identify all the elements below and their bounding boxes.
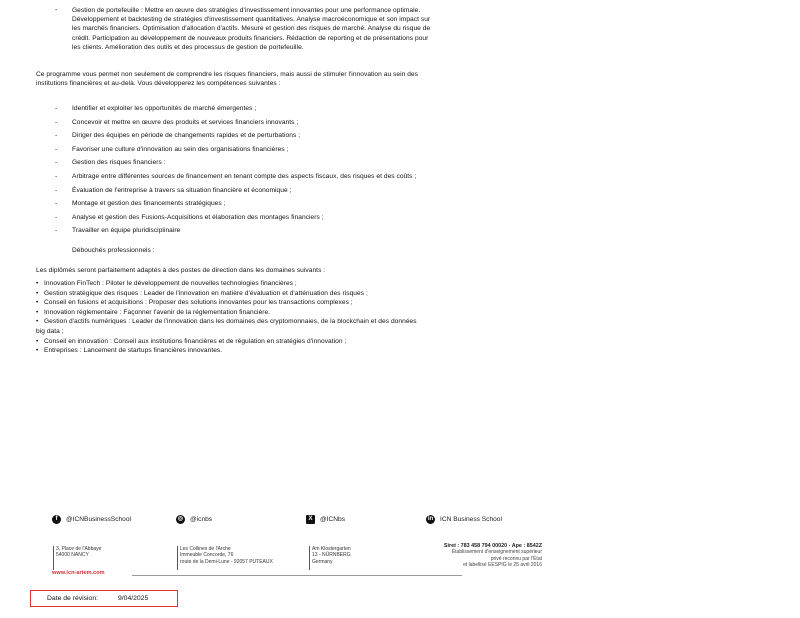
list-item: - Analyse et gestion des Fusions-Acquisitions et élaboration des montages financiers ;: [55, 213, 324, 221]
footer-divider: [132, 575, 462, 576]
revision-label: Date de révision:: [47, 595, 99, 602]
graduates-intro: Les diplômés seront parfaitement adaptés à des postes de direction dans les domaines suivants :: [36, 267, 326, 274]
social-facebook[interactable]: [52, 512, 131, 526]
social-label: ICN Business School: [440, 515, 502, 523]
revision-date: 9/04/2025: [118, 595, 149, 602]
paragraph-line: Ce programme vous permet non seulement de comprendre les risques financiers, mais aussi de stimuler l'innovation au sein des: [36, 71, 419, 78]
list-item: • Conseil en innovation : Conseil aux institutions financières et de régulation en stratégies d'innovation ;: [36, 337, 347, 345]
paragraph-line: les clients. Amélioration des outils et des processus de gestion de portefeuille.: [72, 43, 304, 51]
paragraph-line: institutions financières et au-delà. Vous développerez les compétences suivantes :: [36, 80, 281, 88]
social-label: @ICNBusinessSchool: [66, 515, 131, 523]
social-x[interactable]: [306, 512, 345, 526]
social-instagram[interactable]: [176, 512, 212, 526]
revision-date-box: [30, 590, 178, 607]
section-heading-debouches: Débouchés professionnels :: [72, 247, 155, 254]
instagram-icon: ◎: [177, 515, 184, 522]
list-item: • Gestion d'actifs numériques : Leader de l'innovation dans les domaines des cryptomonnaies, de la blockchain et des données: [36, 318, 417, 326]
list-dash: -: [55, 7, 58, 14]
social-label: @icnbs: [190, 515, 213, 523]
social-label: @ICNbs: [320, 515, 346, 523]
list-item: - Évaluation de l'entreprise à travers sa situation financière et économique ;: [55, 186, 292, 194]
list-item: - Travailler en équipe pluridisciplinaire: [55, 227, 181, 235]
skills-list: [55, 104, 545, 240]
address-puteaux: Les Collines de l'Arche Immeuble Concorde, 76 route de la Demi-Lune - 92057 PUTEAUX: [180, 546, 273, 565]
paragraph-line: crédit. Participation au développement de nouveaux produits financiers. Rédaction de reporting et de présentations pour: [72, 34, 429, 42]
domains-list: [36, 279, 546, 356]
paragraph-line: Gestion de portefeuille : Mettre en œuvre des stratégies d'investissement innovantes pour une performance optimale.: [72, 7, 421, 14]
linkedin-icon: in: [427, 515, 434, 522]
list-item: • Innovation FinTech : Piloter le développement de nouvelles technologies financières ;: [36, 280, 297, 287]
list-item: - Montage et gestion des financements stratégiques ;: [55, 200, 226, 208]
list-item: • Gestion stratégique des risques : Leader de l'innovation en matière d'évaluation et d'atténuation des risques ;: [36, 289, 368, 297]
list-item: - Arbitrage entre différentes sources de financement en tenant compte des aspects fiscaux, des risques et des coûts ;: [55, 172, 417, 180]
list-item: • Innovation réglementaire : Façonner l'avenir de la réglementation financière.: [36, 308, 271, 316]
list-item: - Diriger des équipes en période de changements rapides et de perturbations ;: [55, 132, 301, 140]
address-nancy: 3, Place de l'Abbaye 54000 NANCY: [56, 546, 101, 559]
paragraph-line: Développement et backtesting de stratégies d'investissement quantitatives. Analyse macroéconomique et son impact sur: [72, 16, 431, 24]
website-link[interactable]: www.icn-artem.com: [52, 570, 105, 576]
list-item: - Identifier et exploiter les opportunités de marché émergentes ;: [55, 105, 257, 112]
portfolio-management-paragraph: [72, 6, 544, 52]
siret-info: Siret : 783 458 794 00020 - Ape : 8542Z Établissement d'enseignement supérieur privé reconnu par l'État et labellisé EESPIG le 25 avril 2016: [443, 543, 542, 568]
facebook-icon: f: [52, 515, 61, 524]
address-nurnberg: Am Klostergarten 13 - NÜRNBERG Germany: [312, 546, 351, 565]
list-item: - Gestion des risques financiers :: [55, 159, 166, 167]
list-item: • Entreprises : Lancement de startups financières innovantes.: [36, 347, 223, 355]
page-footer: [52, 512, 542, 582]
list-item: - Favoriser une culture d'innovation au sein des organisations financières ;: [55, 145, 289, 153]
paragraph-line: les marchés financiers. Optimisation d'allocation d'actifs. Mesure et gestion des risques de marché. Analyse du risque de: [72, 25, 431, 33]
social-linkedin[interactable]: [426, 512, 502, 526]
list-item-continuation: big data ;: [36, 327, 64, 335]
program-intro-paragraph: [36, 70, 544, 88]
list-item: • Conseil en fusions et acquisitions : Proposer des solutions innovantes pour les transactions complexes ;: [36, 299, 353, 307]
list-item: - Concevoir et mettre en œuvre des produits et services financiers innovants ;: [55, 118, 299, 126]
x-icon: X: [306, 515, 315, 524]
